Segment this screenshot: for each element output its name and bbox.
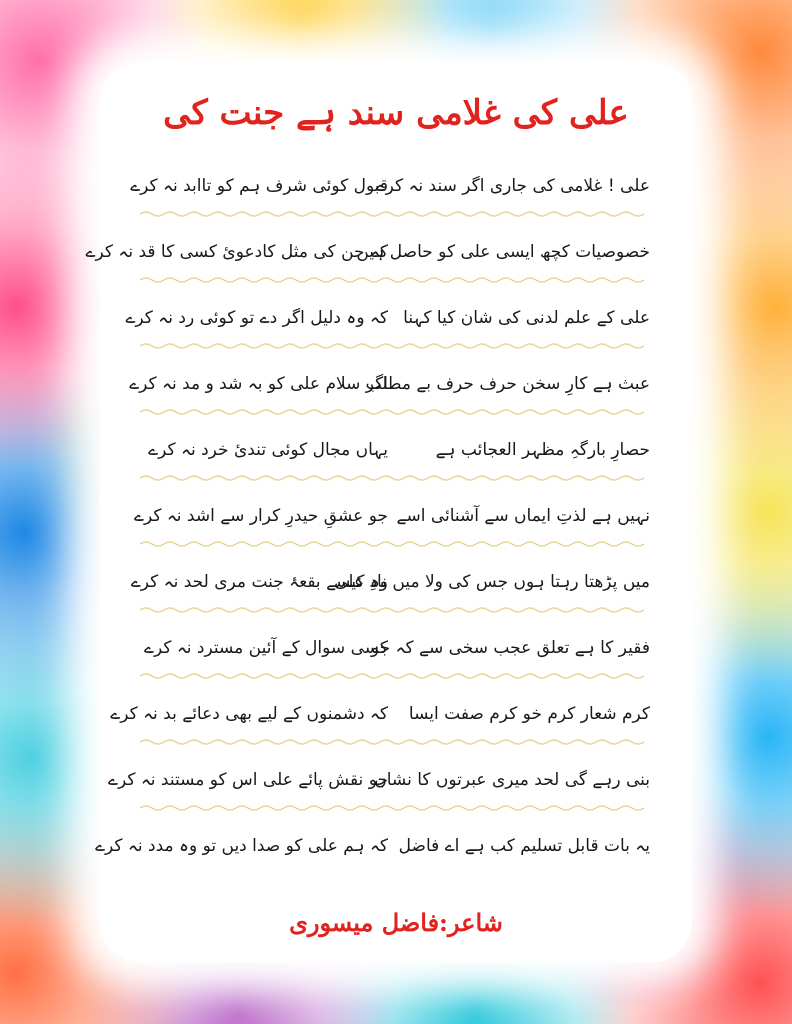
verse-first-line: علی کے علم لدنی کی شان کیا کہنا xyxy=(403,308,650,328)
verse-second-line: کہ وہ دلیل اگر دے تو کوئی رد نہ کرے xyxy=(125,308,388,328)
wavy-divider xyxy=(140,210,650,218)
wavy-divider xyxy=(140,672,650,680)
verse-second-line: اگر سلام علی کو بہ شد و مد نہ کرے xyxy=(129,374,388,394)
verse-row xyxy=(129,368,650,424)
verse-row xyxy=(110,698,650,754)
poem-title: علی کی غلامی سند ہے جنت کی xyxy=(163,93,629,133)
verse-first-line: حصارِ بارگہِ مظہر العجائب ہے xyxy=(435,440,650,460)
verse-first-line: خصوصیات کچھ ایسی علی کو حاصل ہیں xyxy=(356,242,650,262)
verse-first-line: میں پڑھتا رہتا ہوں جس کی ولا میں نادِ علی xyxy=(334,572,650,592)
verse-row xyxy=(95,830,650,886)
wavy-divider xyxy=(140,474,650,482)
verse-row xyxy=(140,434,650,490)
wavy-divider xyxy=(140,540,650,548)
verse-first-line: علی ! غلامی کی جاری اگر سند نہ کرے xyxy=(375,176,650,196)
verse-row xyxy=(130,170,650,226)
verse-first-line: فقیر کا ہے تعلق عجب سخی سے کہ جو xyxy=(370,638,650,658)
verse-first-line: نہیں ہے لذتِ ایماں سے آشنائی اسے xyxy=(396,506,650,526)
wavy-divider xyxy=(140,606,650,614)
verse-second-line: جو عشقِ حیدرِ کرار سے اشد نہ کرے xyxy=(133,506,388,526)
verse-first-line: کرم شعار کرم خو کرم صفت ایسا xyxy=(408,704,650,724)
verse-second-line: قبول کوئی شرف ہم کو تاابد نہ کرے xyxy=(130,176,388,196)
poet-credit: شاعر:فاضل میسوری xyxy=(289,908,503,937)
verse-second-line: کسی سوال کے آئین مسترد نہ کرے xyxy=(143,638,388,658)
wavy-divider xyxy=(140,804,650,812)
verse-second-line: کہ ہم علی کو صدا دیں تو وہ مدد نہ کرے xyxy=(95,836,388,856)
wavy-divider xyxy=(140,408,650,416)
verse-row xyxy=(107,764,650,820)
verse-second-line: کہ دشمنوں کے لیے بھی دعائے بد نہ کرے xyxy=(110,704,388,724)
verse-second-line: وہ کیسے بقعۂ جنت مری لحد نہ کرے xyxy=(130,572,388,592)
verse-row xyxy=(125,302,650,358)
verse-second-line: جو نقش پائے علی اس کو مستند نہ کرے xyxy=(107,770,388,790)
verse-second-line: یہاں مجال کوئی تندیٔ خرد نہ کرے xyxy=(148,440,388,460)
wavy-divider xyxy=(140,342,650,350)
verse-first-line: عبث ہے کارِ سخن حرف حرف بے مطلب xyxy=(365,374,650,394)
wavy-divider xyxy=(140,738,650,746)
verse-second-line: کہ جن کی مثل کادعوئ کسی کا قد نہ کرے xyxy=(85,242,388,262)
verse-first-line: یہ بات قابل تسلیم کب ہے اے فاضل xyxy=(398,836,650,856)
verse-row xyxy=(85,236,650,292)
verse-row xyxy=(140,632,650,688)
verse-row xyxy=(133,500,650,556)
verse-row xyxy=(130,566,650,622)
wavy-divider xyxy=(140,276,650,284)
verse-first-line: بنی رہے گی لحد میری عبرتوں کا نشاں xyxy=(374,770,650,790)
